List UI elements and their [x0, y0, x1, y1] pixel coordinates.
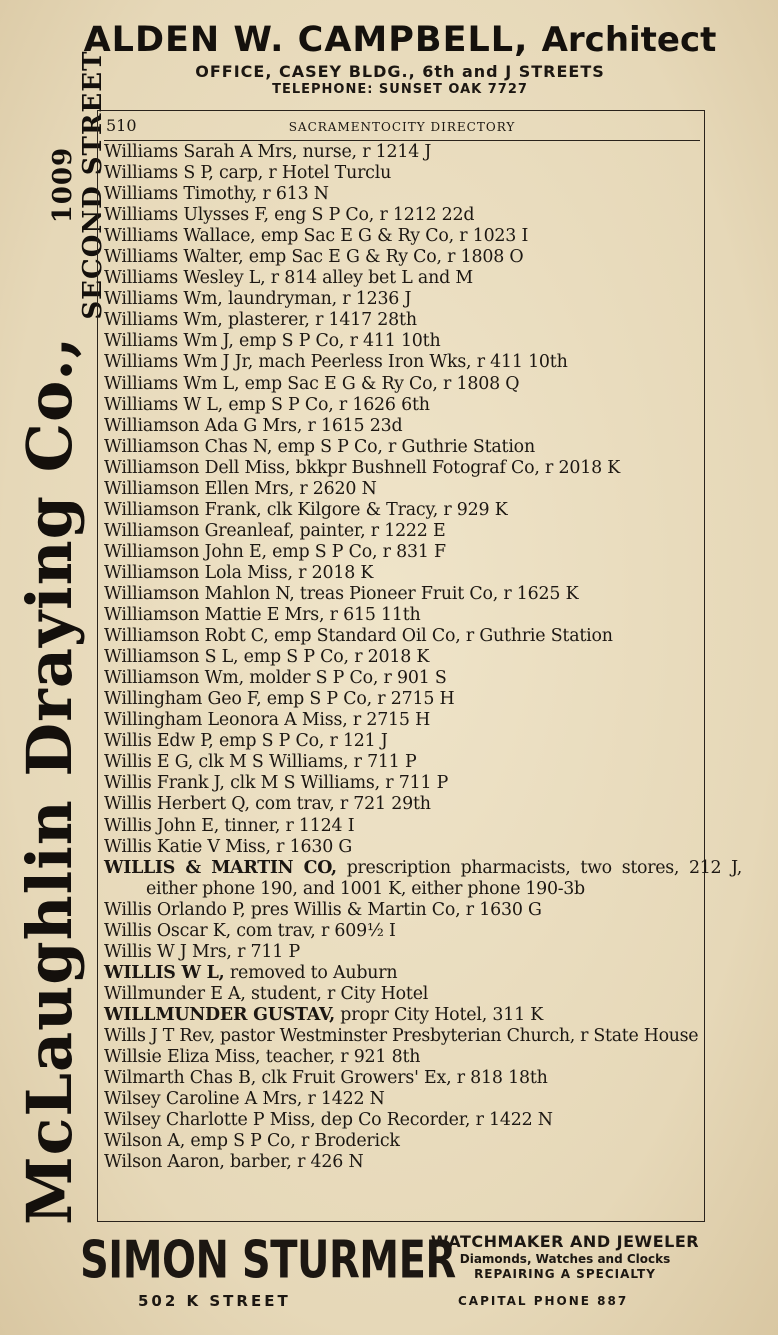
entry-name: Willis Katie V Miss,: [104, 836, 271, 857]
entry-detail: emp S P Co, r 121 J: [213, 731, 388, 752]
directory-entry: [104, 984, 704, 1005]
entry-detail: mach Peerless Iron Wks, r 411 10th: [253, 352, 568, 373]
entry-name: Williamson Greanleaf,: [104, 520, 295, 541]
directory-entry: [104, 416, 704, 437]
entry-name: Williamson Dell Miss,: [104, 457, 291, 478]
entry-name: Willingham Geo F,: [104, 689, 262, 710]
entry-detail: r 1422 N: [302, 1089, 385, 1110]
directory-entry: [104, 226, 704, 247]
entry-detail: emp Sac E G & Ry Co, r 1023 I: [255, 226, 529, 247]
entry-detail: pres Willis & Martin Co, r 1630 G: [245, 899, 542, 920]
entry-name: Williams Walter,: [104, 247, 244, 268]
directory-entry: [104, 1026, 742, 1047]
entry-detail: removed to Auburn: [224, 962, 398, 983]
directory-entry: [104, 731, 704, 752]
entry-name: WILLMUNDER GUSTAV,: [104, 1004, 335, 1025]
entry-detail: student, r City Hotel: [245, 983, 429, 1004]
directory-entry: [104, 1068, 704, 1089]
entry-name: Williamson John E,: [104, 541, 267, 562]
entry-detail: carp, r Hotel Turclu: [213, 163, 392, 184]
directory-entry: [104, 584, 704, 605]
entry-name: Williams S P,: [104, 163, 214, 184]
entry-detail: teacher, r 921 8th: [260, 1047, 421, 1068]
entry-name: Willis W J Mrs,: [104, 941, 232, 962]
entry-name: Willis Oscar K,: [104, 920, 231, 941]
directory-entry: [104, 163, 704, 184]
directory-entry: [104, 184, 704, 205]
directory-entry: [104, 310, 704, 331]
entry-detail: r 814 alley bet L and M: [265, 268, 473, 289]
directory-entry: [104, 963, 704, 984]
entry-name: Willmunder E A,: [104, 983, 246, 1004]
entry-name: Willsie Eliza Miss,: [104, 1047, 261, 1068]
entry-name: Willis E G,: [104, 752, 194, 773]
directory-entry: [104, 500, 704, 521]
entry-name: Williams Wesley L,: [104, 268, 266, 289]
entry-name: Williamson Ada G Mrs,: [104, 415, 303, 436]
entry-name: WILLIS & MARTIN CO,: [104, 857, 337, 878]
entry-detail: eng S P Co, r 1212 22d: [268, 205, 475, 226]
entry-detail: r 711 P: [231, 941, 300, 962]
entry-name: Williamson Ellen Mrs,: [104, 478, 295, 499]
entry-detail: emp Standard Oil Co, r Guthrie Station: [268, 626, 613, 647]
advertiser-office: OFFICE, CASEY BLDG., 6th and J STREETS: [195, 62, 605, 81]
directory-entry: [104, 563, 704, 584]
directory-entry: [104, 1005, 704, 1026]
directory-entry: [104, 268, 704, 289]
jeweler-services: [400, 1232, 730, 1282]
directory-entry: [104, 479, 704, 500]
entry-name: Wilsey Caroline A Mrs,: [104, 1089, 303, 1110]
page-title: SACRAMENTOCITY DIRECTORY: [288, 120, 516, 134]
directory-entry: [104, 247, 704, 268]
directory-entry: [104, 458, 704, 479]
jeweler-advertisement: [80, 1230, 730, 1320]
entry-name: Williams Sarah A Mrs,: [104, 142, 298, 162]
entry-name: Wills J T Rev,: [104, 1025, 215, 1046]
directory-entry: [104, 1131, 704, 1152]
directory-entry: [104, 858, 742, 900]
entry-detail: dep Co Recorder, r 1422 N: [315, 1110, 553, 1131]
entry-detail: r 2018 K: [292, 562, 374, 583]
entry-detail: molder S P Co, r 901 S: [243, 668, 447, 689]
entry-detail: clk Kilgore & Tracy, r 929 K: [261, 499, 508, 520]
directory-entry: [104, 352, 704, 373]
entry-detail: emp S P Co, r Guthrie Station: [272, 436, 535, 457]
entry-name: Williams Wm J,: [104, 331, 234, 352]
entry-detail: r 1630 G: [270, 836, 353, 857]
entry-detail: bkkpr Bushnell Fotograf Co, r 2018 K: [290, 457, 621, 478]
entry-detail: emp S P Co, r 831 F: [266, 541, 446, 562]
entry-name: Williamson Wm,: [104, 668, 244, 689]
entry-name: Willis John E,: [104, 815, 220, 836]
entry-detail: tinner, r 1124 I: [219, 815, 355, 836]
directory-entry: [104, 1089, 704, 1110]
entry-detail: emp S P Co, r 2018 K: [238, 647, 430, 668]
directory-entry: [104, 1110, 704, 1131]
directory-entry: [104, 752, 704, 773]
entry-name: Willis Herbert Q,: [104, 794, 250, 815]
directory-entry: [104, 900, 704, 921]
entry-detail: r 2715 H: [347, 710, 431, 731]
entry-detail: emp S P Co, r Broderick: [185, 1131, 400, 1152]
jeweler-street: 502 K STREET: [138, 1292, 291, 1310]
directory-entry: [104, 668, 704, 689]
entry-detail: treas Pioneer Fruit Co, r 1625 K: [294, 583, 579, 604]
advertiser-name: ALDEN W. CAMPBELL,: [83, 20, 529, 60]
directory-entry: [104, 605, 704, 626]
directory-entry: [104, 521, 704, 542]
entry-detail: clk M S Williams, r 711 P: [224, 773, 449, 794]
directory-entry: [104, 921, 704, 942]
entry-name: Williams Wallace,: [104, 226, 256, 247]
entry-detail: com trav, r 609½ I: [230, 920, 396, 941]
entry-detail: prescription pharmacists, two stores, 212 J, either phone 190, and 1001 K, either phone 190-3b: [146, 857, 742, 899]
page-header: [104, 114, 700, 141]
directory-entry: [104, 837, 704, 858]
entry-name: Williams Wm L,: [104, 373, 240, 394]
directory-entry: [104, 626, 704, 647]
draying-advertisement: [12, 50, 108, 1225]
directory-listing: [104, 142, 742, 1173]
entry-name: Williamson S L,: [104, 647, 239, 668]
entry-detail: nurse, r 1214 J: [297, 142, 432, 162]
entry-name: Willis Orlando P,: [104, 899, 246, 920]
entry-detail: painter, r 1222 E: [294, 520, 446, 541]
draying-street-number: 1009: [48, 146, 78, 224]
advertiser-profession: Architect: [541, 20, 717, 60]
jeweler-goods: Diamonds, Watches and Clocks: [459, 1252, 671, 1266]
entry-name: Williamson Frank,: [104, 499, 262, 520]
entry-name: Williamson Mahlon N,: [104, 583, 295, 604]
entry-detail: r 2620 N: [294, 478, 377, 499]
entry-name: Williams W L,: [104, 394, 224, 415]
directory-entry: [104, 331, 704, 352]
entry-name: Williamson Robt C,: [104, 626, 269, 647]
entry-detail: plasterer, r 1417 28th: [222, 310, 417, 331]
entry-detail: clk Fruit Growers' Ex, r 818 18th: [256, 1068, 548, 1089]
entry-detail: r 615 11th: [324, 605, 421, 626]
entry-name: Willingham Leonora A Miss,: [104, 710, 348, 731]
jeweler-name: SIMON STURMER: [80, 1230, 456, 1291]
architect-advertisement: [60, 20, 740, 98]
entry-detail: clk M S Williams, r 711 P: [193, 752, 417, 773]
entry-detail: barber, r 426 N: [224, 1152, 364, 1173]
entry-name: Williams Wm J Jr,: [104, 352, 254, 373]
entry-detail: pastor Westminster Presbyterian Church, r State House: [214, 1025, 699, 1046]
directory-entry: [104, 942, 704, 963]
jeweler-repair: REPAIRING A SPECIALTY: [474, 1267, 656, 1281]
entry-name: Williams Timothy,: [104, 184, 258, 205]
entry-name: Willis Edw P,: [104, 731, 214, 752]
entry-name: Williams Wm,: [104, 289, 223, 310]
entry-detail: r 613 N: [257, 184, 329, 205]
directory-entry: [104, 1152, 704, 1173]
entry-detail: propr City Hotel, 311 K: [334, 1004, 544, 1025]
directory-entry: [104, 289, 704, 310]
entry-name: Wilson Aaron,: [104, 1152, 225, 1173]
directory-entry: [104, 689, 704, 710]
directory-entry: [104, 816, 704, 837]
entry-detail: emp Sac E G & Ry Co, r 1808 Q: [239, 373, 520, 394]
jeweler-trade: WATCHMAKER AND JEWELER: [430, 1232, 700, 1251]
entry-detail: r 1615 23d: [302, 415, 403, 436]
entry-detail: emp S P Co, r 411 10th: [233, 331, 441, 352]
directory-entry: [104, 395, 704, 416]
entry-name: Wilsey Charlotte P Miss,: [104, 1110, 316, 1131]
entry-name: Wilson A,: [104, 1131, 186, 1152]
entry-name: Williams Ulysses F,: [104, 205, 269, 226]
directory-entry: [104, 794, 704, 815]
directory-entry: [104, 437, 704, 458]
entry-name: Willis Frank J,: [104, 773, 225, 794]
entry-name: WILLIS W L,: [104, 962, 225, 983]
directory-entry: [104, 142, 704, 163]
jeweler-phone: CAPITAL PHONE 887: [458, 1294, 629, 1308]
entry-name: Williams Wm,: [104, 310, 223, 331]
entry-detail: emp S P Co, r 1626 6th: [223, 394, 430, 415]
directory-entry: [104, 205, 704, 226]
entry-name: Wilmarth Chas B,: [104, 1068, 257, 1089]
entry-name: Williamson Lola Miss,: [104, 562, 293, 583]
page-number: 510: [106, 116, 137, 135]
directory-entry: [104, 647, 704, 668]
draying-street-name: SECOND STREET: [78, 50, 108, 320]
directory-entry: [104, 374, 704, 395]
entry-detail: emp Sac E G & Ry Co, r 1808 O: [243, 247, 524, 268]
entry-detail: emp S P Co, r 2715 H: [261, 689, 455, 710]
directory-entry: [104, 1047, 704, 1068]
entry-detail: com trav, r 721 29th: [249, 794, 431, 815]
directory-entry: [104, 773, 704, 794]
entry-detail: laundryman, r 1236 J: [222, 289, 412, 310]
entry-name: Williamson Mattie E Mrs,: [104, 605, 325, 626]
advertiser-name-line: [60, 20, 740, 60]
directory-entry: [104, 542, 704, 563]
draying-company-name: McLaughlin Draying Co.,: [13, 335, 86, 1225]
entry-name: Williamson Chas N,: [104, 436, 273, 457]
directory-entry: [104, 710, 704, 731]
advertiser-phone: TELEPHONE: SUNSET OAK 7727: [272, 82, 528, 97]
